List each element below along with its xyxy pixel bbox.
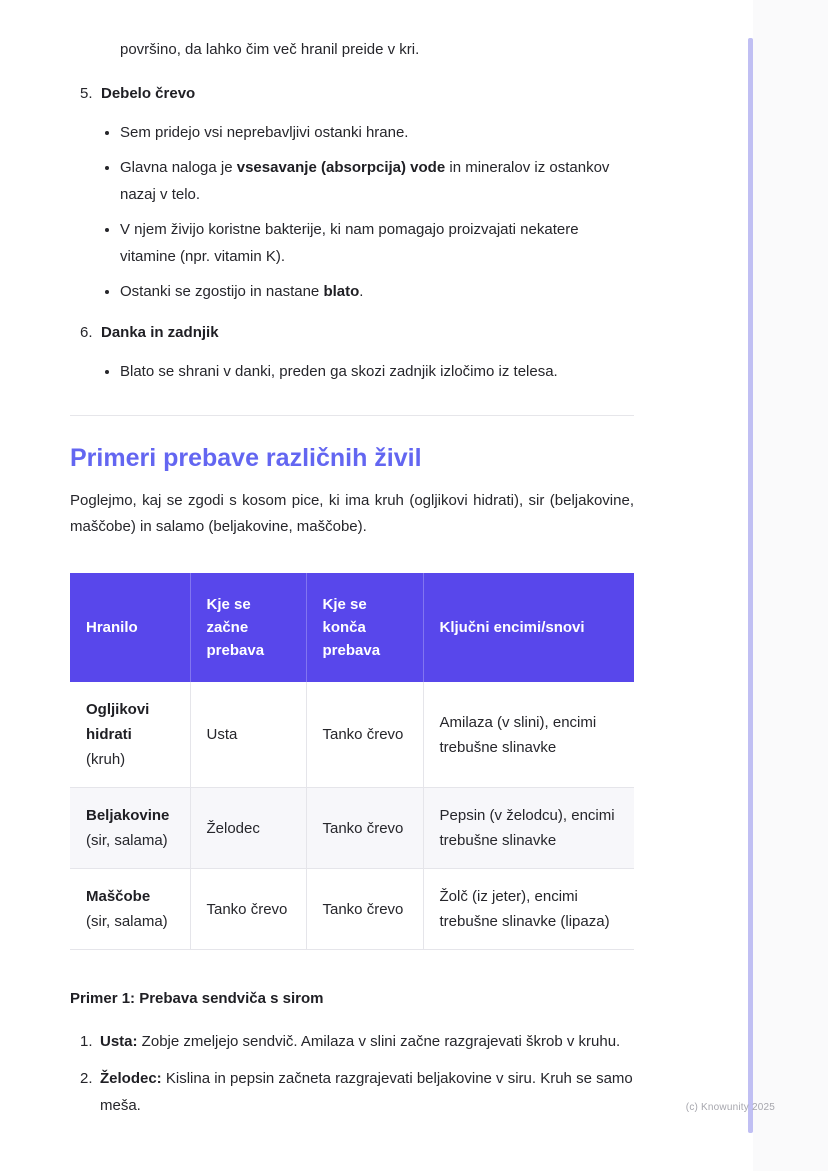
list-item	[120, 119, 634, 146]
text-segment: Sem pridejo vsi neprebavljivi ostanki hrane.	[120, 124, 409, 141]
cell-enzymes: Amilaza (v slini), encimi trebušne slinavke	[423, 682, 634, 788]
text-segment: V njem živijo koristne bakterije, ki nam pomagajo proizvajati nekatere vitamine (npr. vitamin K).	[120, 221, 579, 265]
example-title	[70, 987, 634, 1011]
item-number: 5.	[80, 85, 93, 102]
step-text	[100, 1065, 634, 1119]
list-item	[80, 1065, 634, 1119]
text-segment: Glavna naloga je	[120, 159, 237, 176]
item-number: 1.	[80, 1033, 93, 1050]
paragraph-continuation: površino, da lahko čim več hranil preide v kri.	[120, 41, 420, 58]
food-name: Maščobe	[86, 888, 151, 905]
item-title: Danka in zadnjik	[101, 324, 219, 341]
bullet-list-section5	[70, 119, 634, 305]
list-item	[120, 154, 634, 208]
table-header-hranilo: Hranilo	[70, 573, 190, 682]
table-row	[70, 788, 634, 869]
cell-end: Tanko črevo	[306, 682, 423, 788]
numbered-item-6	[80, 319, 634, 346]
food-note: (sir, salama)	[86, 832, 168, 849]
table-header-konca: Kje se konča prebava	[306, 573, 423, 682]
item-number: 2.	[80, 1070, 93, 1087]
item-title: Debelo črevo	[101, 85, 196, 102]
text-segment: Blato se shrani v danki, preden ga skozi zadnjik izločimo iz telesa.	[120, 363, 558, 380]
copyright-watermark: (c) Knowunity 2025	[685, 1102, 775, 1113]
table-row	[70, 869, 634, 950]
example-steps-list	[70, 1028, 634, 1119]
food-note: (sir, salama)	[86, 913, 168, 930]
bold-text: Želodec:	[100, 1070, 162, 1087]
bold-text: blato	[323, 283, 360, 300]
bold-text: Usta:	[100, 1033, 138, 1050]
food-name: Ogljikovi hidrati	[86, 701, 150, 743]
text-segment: .	[359, 283, 364, 300]
cell-enzymes: Žolč (iz jeter), encimi trebušne slinavke (lipaza)	[423, 869, 634, 950]
text-segment: Kislina in pepsin začneta razgrajevati beljakovine v siru. Kruh se samo meša.	[100, 1070, 633, 1114]
text-segment: Zobje zmeljejo sendvič. Amilaza v slini začne razgrajevati škrob v kruhu.	[137, 1033, 621, 1050]
cell-food	[70, 682, 190, 788]
bold-text: Primer 1: Prebava sendviča s sirom	[70, 990, 324, 1007]
page-gutter	[753, 0, 828, 1171]
text-segment: Ostanki se zgostijo in nastane	[120, 283, 324, 300]
intro-paragraph: Poglejmo, kaj se zgodi s kosom pice, ki ima kruh (ogljikovi hidrati), sir (beljakovine, maščobe) in salamo (beljakovine, maščobe).	[70, 492, 634, 535]
cell-food	[70, 869, 190, 950]
table-row	[70, 682, 634, 788]
digestion-table	[70, 573, 634, 950]
cell-end: Tanko črevo	[306, 869, 423, 950]
bullet-list-section6	[70, 358, 634, 385]
food-note: (kruh)	[86, 751, 126, 768]
list-item	[120, 216, 634, 270]
numbered-item-5	[80, 80, 634, 107]
list-item	[120, 358, 634, 385]
text-segment: in mineralov iz ostankov nazaj v telo.	[120, 159, 610, 203]
cell-enzymes: Pepsin (v želodcu), encimi trebušne slinavke	[423, 788, 634, 869]
food-name: Beljakovine	[86, 807, 170, 824]
cell-food	[70, 788, 190, 869]
cell-start: Usta	[190, 682, 306, 788]
cell-start: Tanko črevo	[190, 869, 306, 950]
list-item	[120, 278, 634, 305]
document-content	[70, 36, 634, 1129]
step-text	[100, 1028, 634, 1055]
table-header-zacne: Kje se začne prebava	[190, 573, 306, 682]
item-number: 6.	[80, 324, 93, 341]
section-heading: Primeri prebave različnih živil	[70, 444, 422, 472]
scrollbar[interactable]	[748, 38, 753, 1133]
table-header-row	[70, 573, 634, 682]
table-header-encimi: Ključni encimi/snovi	[423, 573, 634, 682]
divider	[70, 415, 634, 416]
cell-end: Tanko črevo	[306, 788, 423, 869]
list-item	[80, 1028, 634, 1055]
bold-text: vsesavanje (absorpcija) vode	[236, 159, 446, 176]
cell-start: Želodec	[190, 788, 306, 869]
